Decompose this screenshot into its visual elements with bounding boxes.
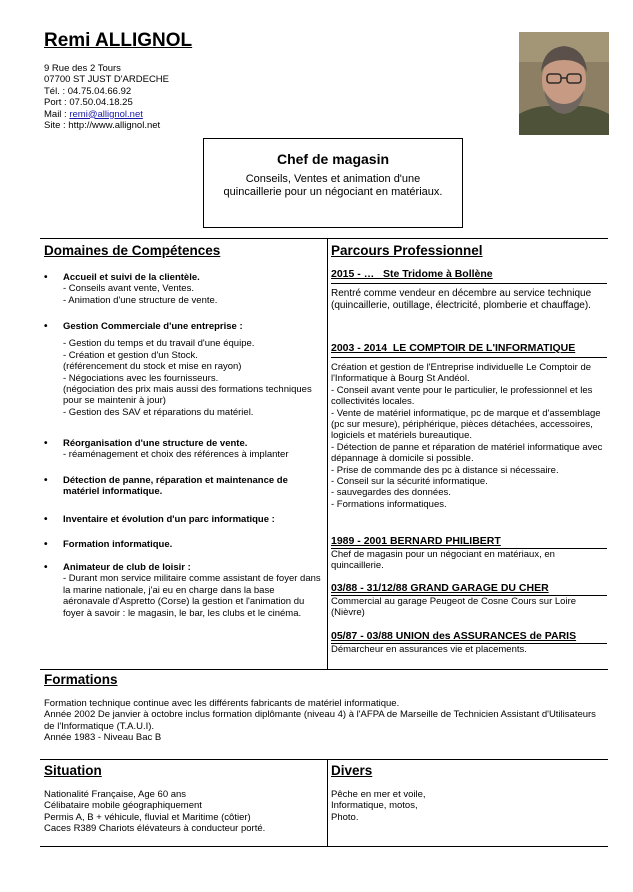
job-underline (331, 595, 607, 596)
formations-text: Formation technique continue avec les différents fabricants de matériel informatique. Année 2002 De janvier à octobre inclus formation diplômante (niveau 4) à l'AFPA de Marseille de Technicien Assistant d'Utilisateurs de l'Informatique (T.A.U.I). Année 1983 - Niveau Bac B (44, 698, 596, 744)
divers-text: Pêche en mer et voile, Informatique, motos, Photo. (331, 789, 426, 823)
job-title: 05/87 - 03/88 UNION des ASSURANCES de PARIS (331, 630, 577, 642)
list-item: • Inventaire et évolution d'un parc informatique : (44, 514, 275, 525)
website: Site : http://www.allignol.net (44, 120, 161, 132)
job-description: Commercial au garage Peugeot de Cosne Cours sur Loire (Nièvre) (331, 596, 577, 619)
job-title: 2015 - … Ste Tridome à Bollène (331, 268, 493, 280)
address-line-1: 9 Rue des 2 Tours (44, 63, 121, 74)
job-entry (331, 268, 607, 312)
job-description: Chef de magasin pour un négociant en matériaux, en quincaillerie. (331, 549, 555, 572)
situation-heading: Situation (44, 763, 102, 778)
job-entry (331, 582, 607, 619)
job-underline (331, 643, 607, 644)
section-divider (40, 846, 608, 847)
list-item: • Animateur de club de loisir : - Durant mon service militaire comme assistant de foyer dans la marine nationale, j'ai eu en charge dans la base aéronavale d'Aspretto (Corse) la gestion et l'animation du foyer à savoir : le magasin, le bar, les clubs et le cinéma. (44, 562, 321, 619)
section-divider (40, 669, 608, 670)
contact-block (44, 63, 169, 131)
competences-heading: Domaines de Compétences (44, 243, 221, 258)
section-divider (40, 759, 608, 760)
job-underline (331, 548, 607, 549)
email-label: Mail : (44, 108, 70, 120)
job-entry (331, 342, 607, 510)
section-divider (40, 238, 608, 239)
job-summary: Conseils, Ventes et animation d'une quincaillerie pour un négociant en matériaux. (223, 173, 443, 198)
job-underline (331, 357, 607, 358)
job-description: Démarcheur en assurances vie et placements. (331, 644, 527, 655)
job-underline (331, 283, 607, 284)
phone: Tél. : 04.75.04.66.92 (44, 85, 132, 97)
email-line (44, 109, 169, 120)
column-divider (327, 238, 328, 670)
column-divider (327, 759, 328, 847)
mobile-phone: Port : 07.50.04.18.25 (44, 97, 133, 109)
job-description: Création et gestion de l'Entreprise individuelle Le Comptoir de l'Informatique à Bourg St Andéol. - Conseil avant vente pour le particulier, le professionnel et les collectivités locales. - Vente de matériel informatique, pc de marque et d'assemblage (pc sur mesure), périphérique, pièces détachées, accessoires, logiciels et matériels bureautique. - Détection de panne et réparation de matériel informatique avec dépannage à domicile si possible. - Prise de commande des pc à distance si nécessaire. - Conseil sur la sécurité informatique. - sauvegardes des données. - Formations informatiques. (331, 362, 603, 510)
person-name: Remi ALLIGNOL (44, 30, 193, 51)
list-item: • Détection de panne, réparation et maintenance de matériel informatique. (44, 475, 288, 498)
job-title: 2003 - 2014 LE COMPTOIR DE L'INFORMATIQUE (331, 342, 576, 354)
parcours-heading: Parcours Professionnel (331, 243, 483, 258)
email-link[interactable]: remi@allignol.net (69, 108, 143, 120)
list-item: • Accueil et suivi de la clientèle. - Conseils avant vente, Ventes. - Animation d'une structure de vente. (44, 272, 218, 306)
situation-text: Nationalité Française, Age 60 ans Célibataire mobile géographiquement Permis A, B + véhicule, fluvial et Maritime (côtier) Caces R389 Chariots élévateurs à conducteur porté. (44, 789, 266, 835)
job-entry (331, 535, 607, 572)
formations-heading: Formations (44, 672, 118, 687)
job-description: Rentré comme vendeur en décembre au service technique (quincaillerie, outillage, électricité, plomberie et chauffage). (331, 288, 592, 311)
address-line-2: 07700 ST JUST D'ARDECHE (44, 74, 170, 86)
list-item: • Gestion Commerciale d'une entreprise : - Gestion du temps et du travail d'une équipe. - Création et gestion d'un Stock. (référencement du stock et mise en rayon) - Négociations avec les fournisseurs. (négociation des prix mais aussi des formations techniques pour se maintenir à jour) - Gestion des SAV et réparations du matériel. (44, 321, 312, 418)
job-title-box (203, 138, 463, 228)
list-item: • Réorganisation d'une structure de vente. - réaménagement et choix des références à implanter (44, 438, 289, 461)
list-item: • Formation informatique. (44, 539, 173, 550)
job-title: 1989 - 2001 BERNARD PHILIBERT (331, 535, 501, 547)
divers-heading: Divers (331, 763, 373, 778)
profile-photo (519, 32, 609, 135)
job-title: Chef de magasin (276, 151, 390, 167)
job-title: 03/88 - 31/12/88 GRAND GARAGE DU CHER (331, 582, 549, 594)
